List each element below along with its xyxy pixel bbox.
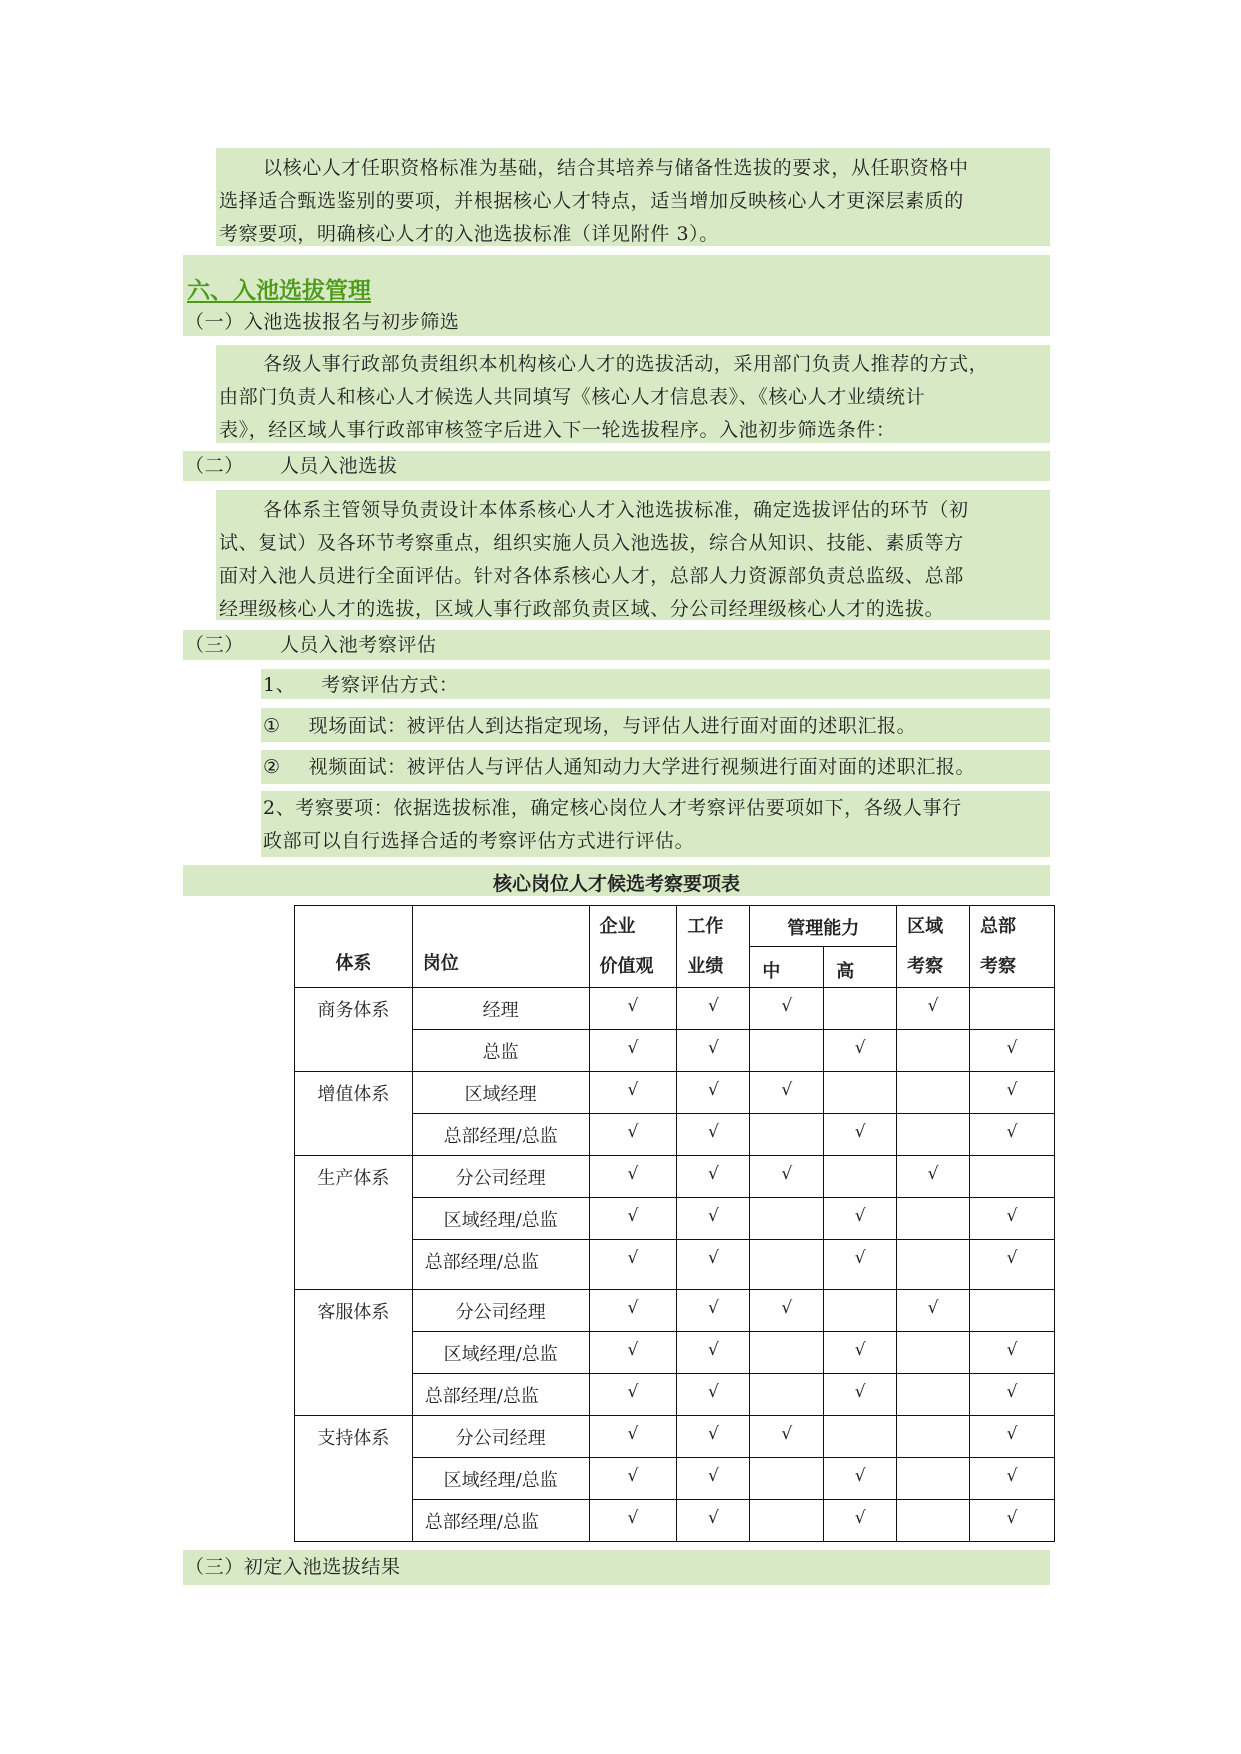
check-mark-cell: √ xyxy=(897,988,970,1030)
header-region-review xyxy=(897,906,970,988)
item-1-number: 1、 xyxy=(263,674,296,696)
header-hq-line-1: 总部 xyxy=(980,915,1017,937)
system-cell: 客服体系 xyxy=(295,1290,413,1416)
para1-line-1: 各级人事行政部负责组织本机构核心人才的选拔活动，采用部门负责人推荐的方式， xyxy=(263,353,989,375)
table-body xyxy=(295,988,1055,1542)
check-mark-cell: √ xyxy=(750,1156,824,1198)
check-mark-cell: √ xyxy=(677,1458,750,1500)
check-mark-cell: √ xyxy=(677,1332,750,1374)
header-system: 体系 xyxy=(295,906,413,988)
check-mark-cell: √ xyxy=(970,1030,1055,1072)
check-mark-cell: √ xyxy=(970,1072,1055,1114)
check-mark-cell: √ xyxy=(589,1198,677,1240)
empty-cell xyxy=(750,1458,824,1500)
empty-cell xyxy=(824,1416,897,1458)
para2-line-1: 各体系主管领导负责设计本体系核心人才入池选拔标准，确定选拔评估的环节（初 xyxy=(263,499,969,521)
header-value-line-1: 企业 xyxy=(599,915,636,937)
check-mark-cell: √ xyxy=(677,1240,750,1290)
empty-cell xyxy=(824,988,897,1030)
check-mark-cell: √ xyxy=(677,1416,750,1458)
empty-cell xyxy=(750,1198,824,1240)
check-mark-cell: √ xyxy=(970,1114,1055,1156)
empty-cell xyxy=(970,1290,1055,1332)
check-mark-cell: √ xyxy=(589,988,677,1030)
check-mark-cell: √ xyxy=(824,1500,897,1542)
position-cell: 区域经理/总监 xyxy=(412,1332,589,1374)
position-cell: 总部经理/总监 xyxy=(412,1114,589,1156)
system-cell: 增值体系 xyxy=(295,1072,413,1156)
table-row xyxy=(295,988,1055,1030)
check-mark-cell: √ xyxy=(970,1374,1055,1416)
check-mark-cell: √ xyxy=(677,1198,750,1240)
intro-paragraph xyxy=(219,152,1049,251)
empty-cell xyxy=(897,1072,970,1114)
header-hq-review xyxy=(970,906,1055,988)
subsection-1-title: （一）入池选拔报名与初步筛选 xyxy=(185,311,460,333)
check-mark-cell: √ xyxy=(589,1072,677,1114)
subsection-3-title xyxy=(185,631,437,659)
header-region-line-1: 区域 xyxy=(907,915,944,937)
option-2-text: 视频面试：被评估人与评估人通知动力大学进行视频进行面对面的述职汇报。 xyxy=(308,756,976,778)
position-cell: 区域经理/总监 xyxy=(412,1198,589,1240)
empty-cell xyxy=(970,1156,1055,1198)
check-mark-cell: √ xyxy=(824,1332,897,1374)
position-cell: 经理 xyxy=(412,988,589,1030)
table-row xyxy=(295,1156,1055,1198)
item-1-text: 考察评估方式： xyxy=(321,674,459,696)
intro-line-1: 以核心人才任职资格标准为基础，结合其培养与储备性选拔的要求，从任职资格中 xyxy=(263,157,969,179)
option-onsite-interview xyxy=(263,712,916,740)
table-row xyxy=(295,1416,1055,1458)
position-cell: 总部经理/总监 xyxy=(412,1500,589,1542)
check-mark-cell: √ xyxy=(677,1374,750,1416)
position-cell: 分公司经理 xyxy=(412,1290,589,1332)
table-caption: 核心岗位人才候选考察要项表 xyxy=(492,873,740,895)
para1-line-3: 表》，经区域人事行政部审核签字后进入下一轮选拔程序。入池初步筛选条件： xyxy=(219,419,896,441)
check-mark-cell: √ xyxy=(824,1198,897,1240)
position-cell: 区域经理 xyxy=(412,1072,589,1114)
paragraph-1 xyxy=(219,348,1069,447)
option-1-text: 现场面试：被评估人到达指定现场，与评估人进行面对面的述职汇报。 xyxy=(308,715,917,737)
check-mark-cell: √ xyxy=(677,988,750,1030)
check-mark-cell: √ xyxy=(897,1290,970,1332)
empty-cell xyxy=(750,1240,824,1290)
check-mark-cell: √ xyxy=(589,1030,677,1072)
check-mark-cell: √ xyxy=(589,1458,677,1500)
empty-cell xyxy=(897,1332,970,1374)
check-mark-cell: √ xyxy=(677,1030,750,1072)
header-value-line-2: 价值观 xyxy=(599,955,654,977)
position-cell: 总部经理/总监 xyxy=(412,1240,589,1290)
empty-cell xyxy=(824,1072,897,1114)
header-perf-line-2: 业绩 xyxy=(687,955,724,977)
header-hq-line-2: 考察 xyxy=(980,955,1017,977)
empty-cell xyxy=(750,1500,824,1542)
item-2 xyxy=(263,792,1053,858)
check-mark-cell: √ xyxy=(677,1156,750,1198)
subsection-2-text: 人员入池选拔 xyxy=(279,455,398,477)
check-mark-cell: √ xyxy=(589,1374,677,1416)
check-mark-cell: √ xyxy=(970,1416,1055,1458)
check-mark-cell: √ xyxy=(589,1240,677,1290)
empty-cell xyxy=(897,1458,970,1500)
check-mark-cell: √ xyxy=(824,1374,897,1416)
table-row xyxy=(295,1290,1055,1332)
table-row xyxy=(295,1072,1055,1114)
header-corporate-values xyxy=(589,906,677,988)
header-position: 岗位 xyxy=(412,906,589,988)
check-mark-cell: √ xyxy=(970,1198,1055,1240)
option-video-interview xyxy=(263,753,975,781)
check-mark-cell: √ xyxy=(750,1416,824,1458)
empty-cell xyxy=(897,1198,970,1240)
para2-line-3: 面对入池人员进行全面评估。针对各体系核心人才，总部人力资源部负责总监级、总部 xyxy=(219,565,964,587)
option-2-marker: ② xyxy=(263,756,281,778)
section-title: 六、入池选拔管理 xyxy=(187,278,371,304)
check-mark-cell: √ xyxy=(750,1072,824,1114)
check-mark-cell: √ xyxy=(824,1114,897,1156)
check-mark-cell: √ xyxy=(589,1114,677,1156)
position-cell: 分公司经理 xyxy=(412,1156,589,1198)
check-mark-cell: √ xyxy=(824,1458,897,1500)
check-mark-cell: √ xyxy=(677,1072,750,1114)
header-work-performance xyxy=(677,906,750,988)
empty-cell xyxy=(897,1374,970,1416)
intro-line-3: 考察要项，明确核心人才的入池选拔标准（详见附件 3）。 xyxy=(219,223,719,245)
para2-line-2: 试、复试）及各环节考察重点，组织实施人员入池选拔，综合从知识、技能、素质等方 xyxy=(219,532,964,554)
check-mark-cell: √ xyxy=(824,1030,897,1072)
check-mark-cell: √ xyxy=(897,1156,970,1198)
check-mark-cell: √ xyxy=(750,988,824,1030)
system-cell: 生产体系 xyxy=(295,1156,413,1290)
check-mark-cell: √ xyxy=(970,1500,1055,1542)
check-mark-cell: √ xyxy=(589,1290,677,1332)
item-2-line-1: 2、考察要项：依据选拔标准，确定核心岗位人才考察评估要项如下，各级人事行 xyxy=(263,797,962,819)
header-region-line-2: 考察 xyxy=(907,955,944,977)
check-mark-cell: √ xyxy=(970,1458,1055,1500)
para1-line-2: 由部门负责人和核心人才候选人共同填写《核心人才信息表》、《核心人才业绩统计 xyxy=(219,386,926,408)
position-cell: 总监 xyxy=(412,1030,589,1072)
subsection-2-number: （二） xyxy=(185,455,244,477)
empty-cell xyxy=(750,1332,824,1374)
subsection-3-number: （三） xyxy=(185,634,244,656)
empty-cell xyxy=(750,1030,824,1072)
header-perf-line-1: 工作 xyxy=(687,915,724,937)
empty-cell xyxy=(897,1416,970,1458)
subsection-3-text: 人员入池考察评估 xyxy=(279,634,437,656)
check-mark-cell: √ xyxy=(677,1500,750,1542)
empty-cell xyxy=(897,1240,970,1290)
assessment-table xyxy=(294,905,1055,1542)
subsection-2-title xyxy=(185,452,397,480)
check-mark-cell: √ xyxy=(589,1500,677,1542)
check-mark-cell: √ xyxy=(589,1156,677,1198)
empty-cell xyxy=(824,1156,897,1198)
empty-cell xyxy=(897,1030,970,1072)
empty-cell xyxy=(897,1500,970,1542)
check-mark-cell: √ xyxy=(970,1240,1055,1290)
check-mark-cell: √ xyxy=(677,1290,750,1332)
check-mark-cell: √ xyxy=(970,1332,1055,1374)
system-cell: 支持体系 xyxy=(295,1416,413,1542)
empty-cell xyxy=(824,1290,897,1332)
position-cell: 分公司经理 xyxy=(412,1416,589,1458)
header-management: 管理能力 xyxy=(750,906,897,947)
intro-line-2: 选择适合甄选鉴别的要项，并根据核心人才特点，适当增加反映核心人才更深层素质的 xyxy=(219,190,964,212)
header-management-mid: 中 xyxy=(750,947,824,988)
check-mark-cell: √ xyxy=(589,1416,677,1458)
para2-line-4: 经理级核心人才的选拔，区域人事行政部负责区域、分公司经理级核心人才的选拔。 xyxy=(219,598,945,620)
empty-cell xyxy=(750,1114,824,1156)
option-1-marker: ① xyxy=(263,715,281,737)
empty-cell xyxy=(750,1374,824,1416)
paragraph-2 xyxy=(219,494,1049,626)
item-2-line-2: 政部可以自行选择合适的考察评估方式进行评估。 xyxy=(263,830,695,852)
system-cell: 商务体系 xyxy=(295,988,413,1072)
position-cell: 区域经理/总监 xyxy=(412,1458,589,1500)
check-mark-cell: √ xyxy=(589,1332,677,1374)
item-1 xyxy=(263,671,459,699)
check-mark-cell: √ xyxy=(677,1114,750,1156)
header-management-high: 高 xyxy=(824,947,897,988)
empty-cell xyxy=(970,988,1055,1030)
subsection-result-title: （三）初定入池选拔结果 xyxy=(185,1556,401,1578)
check-mark-cell: √ xyxy=(824,1240,897,1290)
position-cell: 总部经理/总监 xyxy=(412,1374,589,1416)
check-mark-cell: √ xyxy=(750,1290,824,1332)
empty-cell xyxy=(897,1114,970,1156)
